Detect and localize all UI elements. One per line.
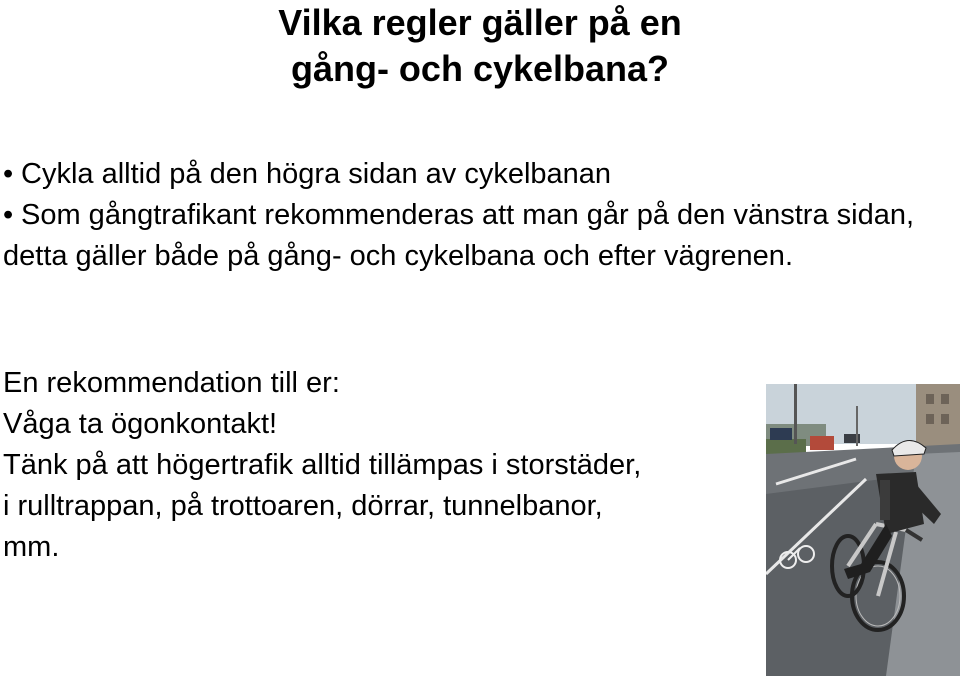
recommendation-block (3, 363, 763, 568)
bullet-text: Som gångtrafikant rekommenderas att man går på den vänstra sidan, detta gäller både på gång- och cykelbana och efter vägrenen. (3, 199, 915, 272)
cyclist-photo (766, 384, 960, 676)
recommendation-line: mm. (3, 531, 60, 563)
recommendation-line: i rulltrappan, på trottoaren, dörrar, tunnelbanor, (3, 490, 603, 522)
recommendation-line: En rekommendation till er: (3, 367, 340, 399)
title-line-2: gång- och cykelbana? (290, 48, 670, 89)
recommendation-line: Tänk på att högertrafik alltid tillämpas i storstäder, (3, 449, 642, 481)
slide-title (0, 0, 960, 92)
bullet-list (3, 154, 943, 277)
bullet-item (3, 154, 943, 195)
bullet-text: Cykla alltid på den högra sidan av cykelbanan (21, 158, 612, 190)
recommendation-line: Våga ta ögonkontakt! (3, 408, 278, 440)
bullet-marker: • (3, 158, 14, 190)
bullet-marker: • (3, 199, 14, 231)
title-line-1: Vilka regler gäller på en (278, 2, 682, 43)
cyclist-photo-icon (766, 384, 960, 676)
bullet-item (3, 195, 943, 277)
